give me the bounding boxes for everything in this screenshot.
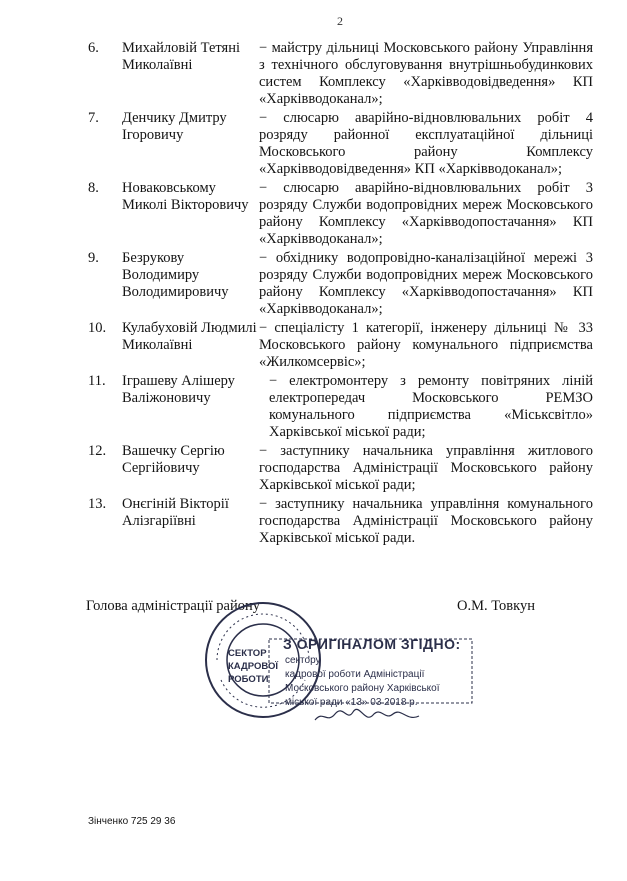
signatory-title: Голова адміністрації району — [86, 598, 260, 614]
item-number: 8. — [88, 180, 99, 196]
item-number: 9. — [88, 250, 99, 266]
list-item — [88, 110, 593, 178]
seal-text: КАДРОВОЇ — [228, 661, 279, 672]
list-item — [88, 373, 593, 441]
person-name: Вашечку Сергію Сергійовичу — [122, 443, 225, 476]
person-name: Михайловій Тетяні Миколаївні — [122, 40, 240, 73]
position-description: − слюсарю аварійно-відновлювальних робіт 4 розряду районної експлуатаційної дільниці Московського району Комплексу «Харківводовідведення» КП «Харківводоканал»; — [259, 110, 593, 177]
position-description: − обхіднику водопровідно-каналізаційної мережі 3 розряду Служби водопровідних мереж Московського району Комплексу «Харківводопостачання» КП «Харківводоканал»; — [259, 250, 593, 317]
stamp-text: Московського району Харківської — [285, 683, 440, 694]
person-name: Безрукову Володимиру Володимировичу — [122, 250, 229, 300]
recipients-list — [88, 40, 593, 549]
item-number: 13. — [88, 496, 107, 512]
list-item — [88, 250, 593, 318]
list-item — [88, 40, 593, 108]
seal-text: РОБОТИ — [228, 674, 269, 685]
person-name: Іграшеву Алішеру Валіжоновичу — [122, 373, 235, 406]
position-description: − заступнику начальника управління комунального господарства Адміністрації Московського району Харківської міської ради. — [259, 496, 593, 546]
position-description: − майстру дільниці Московського району Управління з технічного обслуговування внутрішньобудинкових систем Комплексу «Харківводовідведення» КП «Харківводоканал»; — [259, 40, 593, 107]
item-number: 11. — [88, 373, 106, 389]
stamp-text: сектору — [285, 655, 321, 666]
list-item — [88, 443, 593, 494]
person-name: Кулабуховій Людмилі Миколаївні — [122, 320, 257, 353]
stamp-text: кадрової роботи Адміністрації — [285, 669, 425, 680]
position-description: − заступнику начальника управління житлового господарства Адміністрації Московського району Харківської міської ради; — [259, 443, 593, 493]
list-item — [88, 180, 593, 248]
signatory-name: О.М. Товкун — [457, 598, 535, 614]
footer-contact: Зінченко 725 29 36 — [88, 816, 176, 827]
position-description: − слюсарю аварійно-відновлювальних робіт 3 розряду Служби водопровідних мереж Московського району Комплексу «Харківводопостачання» КП «Харківводоканал»; — [259, 180, 593, 247]
item-number: 6. — [88, 40, 99, 56]
position-description: − спеціалісту 1 категорії, інженеру дільниці № 33 Московського району комунального підприємства «Жилкомсервіс»; — [259, 320, 593, 370]
seal-text: СЕКТОР — [228, 648, 267, 659]
list-item — [88, 496, 593, 547]
item-number: 10. — [88, 320, 107, 336]
position-description: − електромонтеру з ремонту повітряних ліній електропередач Московського РЕМЗО комунального підприємства «Міськсвітло» Харківської міської ради; — [269, 373, 593, 440]
page-number: 2 — [337, 14, 343, 28]
person-name: Онєгіній Вікторії Алізгаріївні — [122, 496, 229, 529]
stamp-title: З ОРИГІНАЛОМ ЗГІДНО: — [283, 636, 461, 652]
item-number: 7. — [88, 110, 99, 126]
handwritten-signature — [313, 706, 423, 726]
stamp-text: міської ради «13» 03 2018 р. — [285, 697, 418, 708]
person-name: Денчику Дмитру Ігоровичу — [122, 110, 227, 143]
item-number: 12. — [88, 443, 107, 459]
person-name: Новаковському Миколі Вікторовичу — [122, 180, 249, 213]
list-item — [88, 320, 593, 371]
